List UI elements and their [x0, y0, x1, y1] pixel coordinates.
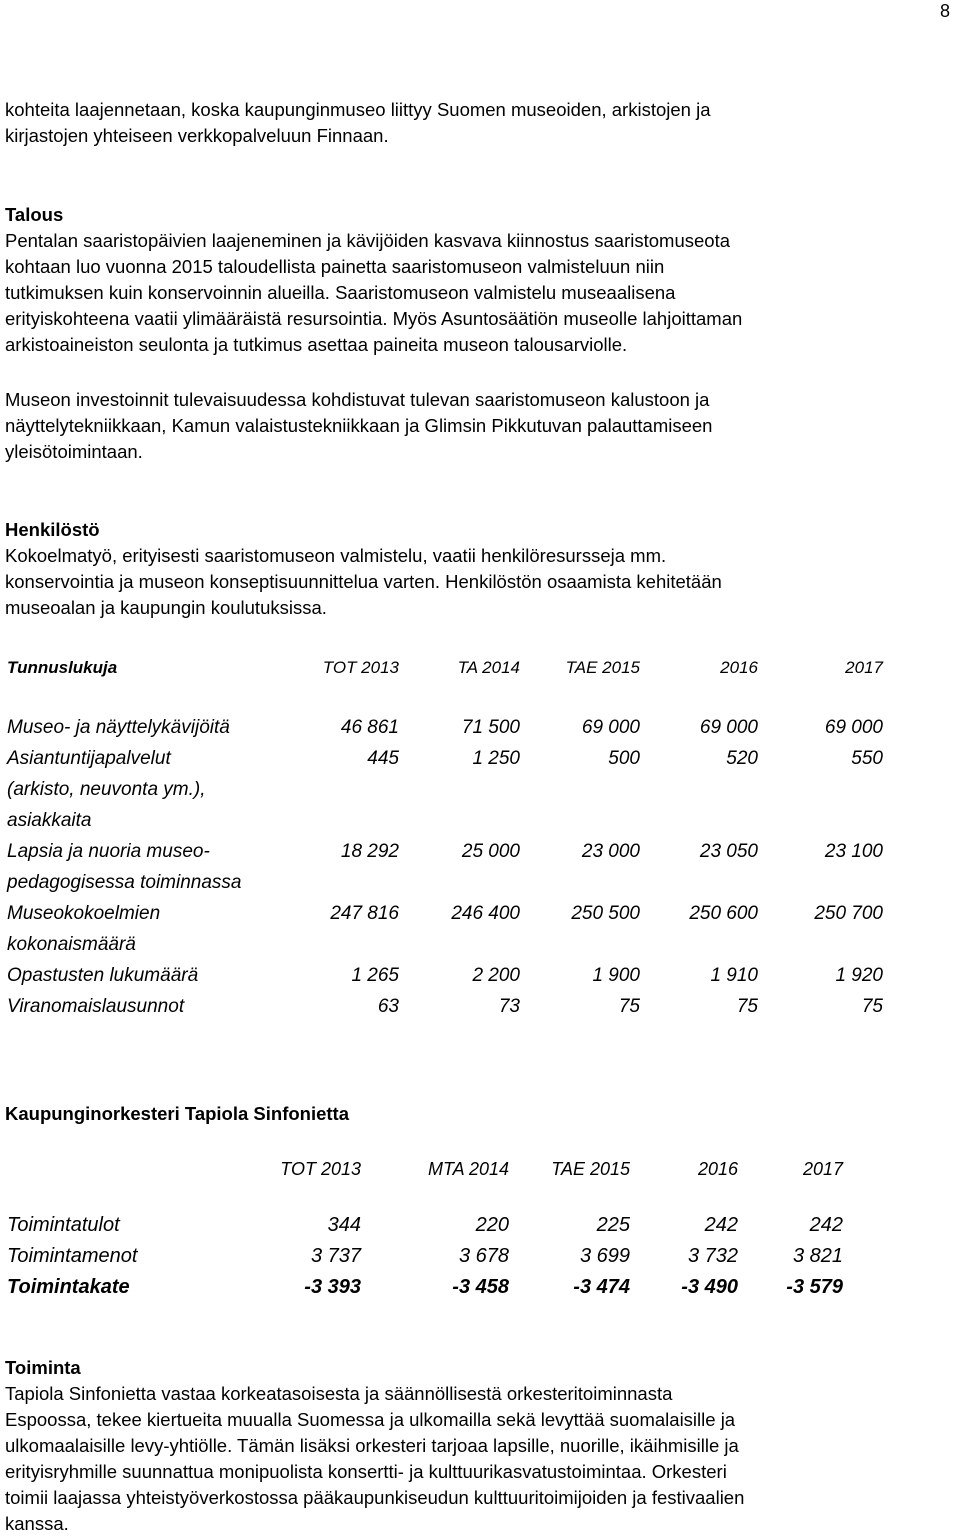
table-cell: 1 910	[710, 965, 758, 986]
table-row-label: Asiantuntijapalvelut	[7, 748, 171, 769]
table-cell: 46 861	[340, 717, 399, 738]
toiminta-line: Espoossa, tekee kiertueita muualla Suomessa ja ulkomailla sekä levyttää suomalaisille ja	[5, 1409, 736, 1430]
orkesteri-cell: -3 393	[304, 1276, 361, 1298]
table-cell: 250 600	[689, 903, 758, 924]
table-cell: 246 400	[451, 903, 520, 924]
talous-heading: Talous	[5, 204, 64, 225]
talous-line: arkistoaineiston seulonta ja tutkimus asettaa paineita museon talousarviolle.	[5, 334, 628, 355]
orkesteri-cell: 225	[596, 1214, 630, 1236]
orkesteri-cell: 3 821	[792, 1245, 843, 1267]
henkilosto-line: museoalan ja kaupungin koulutuksissa.	[5, 597, 327, 618]
toiminta-heading: Toiminta	[5, 1357, 81, 1378]
table-row-label: Viranomaislausunnot	[7, 996, 185, 1017]
talous-line: Pentalan saaristopäivien laajeneminen ja kävijöiden kasvava kiinnostus saaristomuseota	[5, 230, 731, 251]
orkesteri-row-label: Toimintakate	[7, 1276, 130, 1298]
orkesteri-header-cell: MTA 2014	[427, 1159, 509, 1179]
table-cell: 75	[861, 996, 883, 1017]
orkesteri-row-label: Toimintatulot	[7, 1214, 120, 1236]
orkesteri-cell: 242	[809, 1214, 843, 1236]
table-cell: 23 050	[699, 841, 758, 862]
table-cell: 550	[851, 748, 883, 769]
henkilosto-line: Kokoelmatyö, erityisesti saaristomuseon valmistelu, vaatii henkilöresursseja mm.	[5, 545, 667, 566]
table-cell: 73	[498, 996, 520, 1017]
orkesteri-header-cell: TAE 2015	[551, 1159, 630, 1179]
investoinnit-line: näyttelytekniikkaan, Kamun valaistustekniikkaan ja Glimsin Pikkutuvan palauttamiseen	[5, 415, 713, 436]
table-header-cell: 2017	[845, 658, 883, 677]
table-cell: 1 900	[592, 965, 640, 986]
toiminta-line: Tapiola Sinfonietta vastaa korkeatasoisesta ja säännöllisestä orkesteritoiminnasta	[5, 1383, 673, 1404]
orkesteri-table	[5, 1154, 905, 1304]
orkesteri-cell: -3 490	[681, 1276, 738, 1298]
toiminta-line: erityisryhmille suunnattua monipuolista konsertti- ja kulttuurikasvatustoimintaa. Orkesteri	[5, 1461, 727, 1482]
toiminta-section	[5, 1355, 945, 1537]
toiminta-line: toimii laajassa yhteistyöverkostossa pääkaupunkiseudun kulttuuritoimijoiden ja festivaalien	[5, 1487, 745, 1508]
henkilosto-heading: Henkilöstö	[5, 519, 100, 540]
investoinnit-paragraph	[5, 387, 945, 465]
table-cell: 69 000	[699, 717, 758, 738]
page-number: 8	[939, 1, 950, 21]
table-cell: 75	[618, 996, 640, 1017]
table-header-cell: TOT 2013	[322, 658, 399, 677]
toiminta-line: ulkomaalaisille levy-yhtiölle. Tämän lisäksi orkesteri tarjoaa lapsille, nuorille, ikäihmisille ja	[5, 1435, 739, 1456]
table-cell: 500	[608, 748, 640, 769]
talous-line: erityiskohteena vaatii ylimääräistä resursointia. Myös Asuntosäätiön museolle lahjoittaman	[5, 308, 743, 329]
orkesteri-header-cell: 2016	[697, 1159, 738, 1179]
table-header-cell: TA 2014	[457, 658, 520, 677]
orkesteri-cell: 220	[475, 1214, 509, 1236]
table-cell: 25 000	[461, 841, 520, 862]
investoinnit-line: Museon investoinnit tulevaisuudessa kohdistuvat tulevan saaristomuseon kalustoon ja	[5, 389, 710, 410]
orkesteri-cell: 3 732	[687, 1245, 738, 1267]
talous-line: tutkimuksen kuin konservoinnin alueilla. Saaristomuseon valmistelu museaalisena	[5, 282, 676, 303]
table-cell: 75	[736, 996, 758, 1017]
orkesteri-header-cell: 2017	[802, 1159, 843, 1179]
intro-line: kohteita laajennetaan, koska kaupunginmuseo liittyy Suomen museoiden, arkistojen ja	[5, 99, 711, 120]
orkesteri-heading: Kaupunginorkesteri Tapiola Sinfonietta	[5, 1103, 349, 1124]
orkesteri-cell: 3 699	[579, 1245, 630, 1267]
table-cell: 1 265	[351, 965, 399, 986]
talous-section	[5, 202, 945, 358]
table-cell: 23 100	[824, 841, 883, 862]
table-header-cell: TAE 2015	[565, 658, 640, 677]
table-cell: 1 250	[472, 748, 520, 769]
table-cell: 69 000	[581, 717, 640, 738]
toiminta-line: kanssa.	[5, 1513, 69, 1534]
table-row-label: asiakkaita	[7, 810, 92, 831]
table-row-label: kokonaismäärä	[7, 934, 136, 955]
intro-line: kirjastojen yhteiseen verkkopalveluun Finnaan.	[5, 125, 389, 146]
table-cell: 63	[377, 996, 399, 1017]
henkilosto-section	[5, 517, 945, 621]
orkesteri-cell: -3 458	[452, 1276, 509, 1298]
table-cell: 2 200	[472, 965, 520, 986]
table-cell: 71 500	[461, 717, 520, 738]
henkilosto-line: konservointia ja museon konseptisuunnittelua varten. Henkilöstön osaamista kehitetään	[5, 571, 722, 592]
talous-line: kohtaan luo vuonna 2015 taloudellista painetta saaristomuseon valmisteluun niin	[5, 256, 665, 277]
table-cell: 69 000	[824, 717, 883, 738]
table-cell: 23 000	[581, 841, 640, 862]
table-row-label: Lapsia ja nuoria museo-	[7, 841, 210, 862]
table-cell: 18 292	[340, 841, 399, 862]
orkesteri-cell: -3 474	[573, 1276, 630, 1298]
orkesteri-cell: -3 579	[786, 1276, 843, 1298]
table-cell: 250 500	[571, 903, 640, 924]
table-row-label: pedagogisessa toiminnassa	[7, 872, 242, 893]
orkesteri-cell: 3 678	[458, 1245, 509, 1267]
table-row-label: Museokokoelmien	[7, 903, 161, 924]
table-cell: 1 920	[835, 965, 883, 986]
table-row-label: (arkisto, neuvonta ym.),	[7, 779, 206, 800]
table-cell: 247 816	[330, 903, 399, 924]
table-cell: 250 700	[814, 903, 883, 924]
table-header-label: Tunnuslukuja	[7, 658, 118, 677]
table-cell: 520	[726, 748, 758, 769]
intro-paragraph	[5, 97, 945, 149]
investoinnit-line: yleisötoimintaan.	[5, 441, 143, 462]
orkesteri-cell: 344	[327, 1214, 361, 1236]
table-header-cell: 2016	[720, 658, 758, 677]
orkesteri-header-cell: TOT 2013	[280, 1159, 361, 1179]
table-row-label: Museo- ja näyttelykävijöitä	[7, 717, 230, 738]
table-cell: 445	[367, 748, 399, 769]
table-row-label: Opastusten lukumäärä	[7, 965, 199, 986]
orkesteri-cell: 3 737	[310, 1245, 361, 1267]
orkesteri-section	[5, 1101, 945, 1127]
orkesteri-row-label: Toimintamenot	[7, 1245, 138, 1267]
tunnusluvut-table	[5, 653, 905, 1033]
orkesteri-cell: 242	[704, 1214, 738, 1236]
